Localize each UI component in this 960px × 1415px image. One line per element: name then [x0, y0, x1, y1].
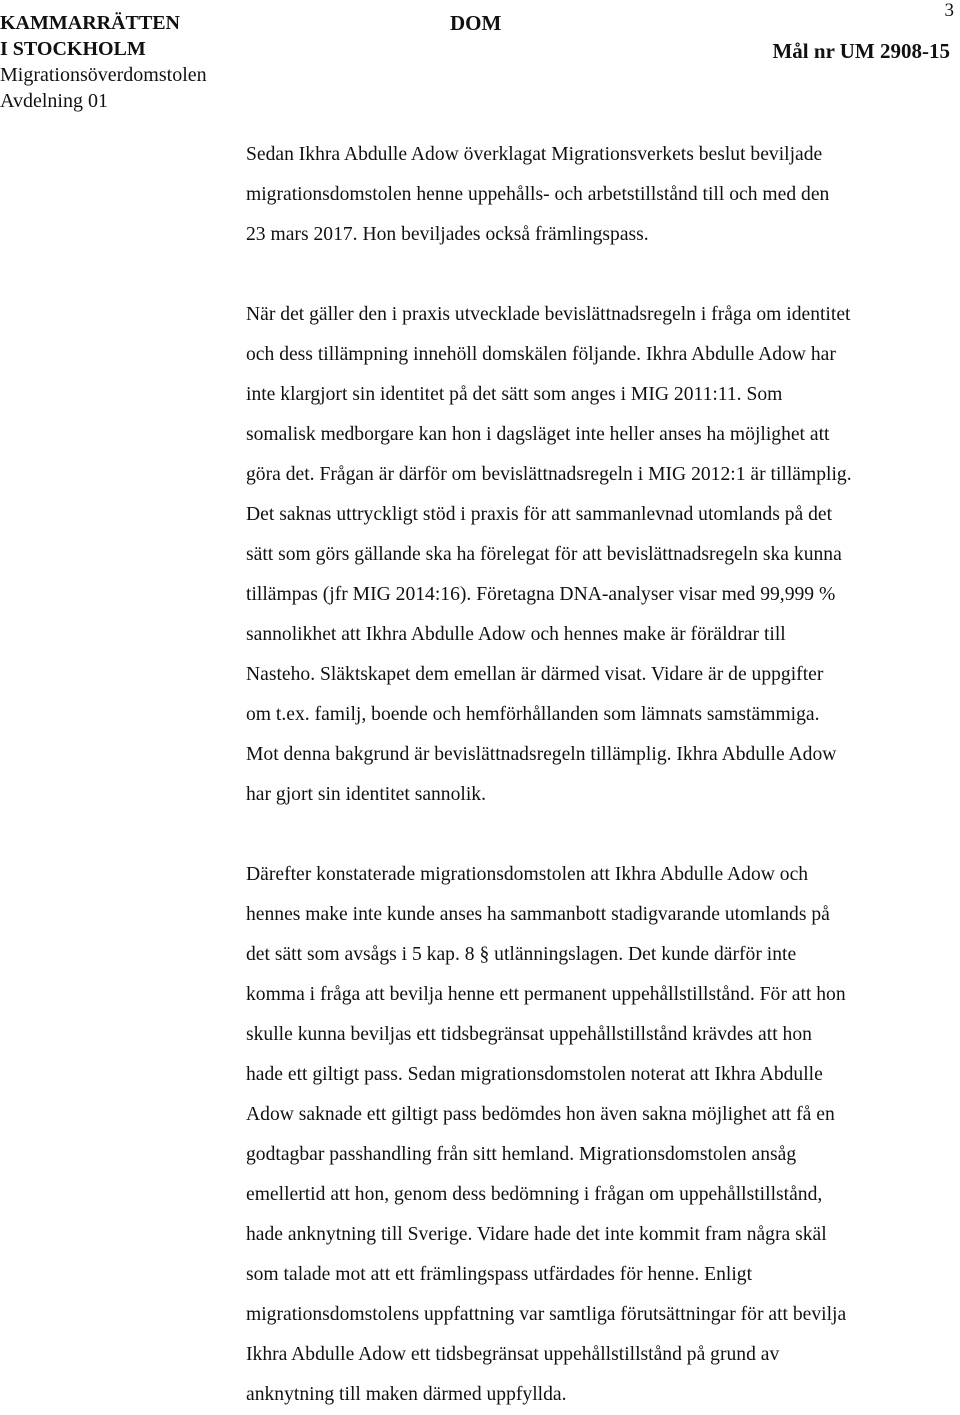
paragraph-2 [246, 295, 960, 815]
text-line: anknytning till maken därmed uppfyllda. [246, 1384, 567, 1405]
text-line: om t.ex. familj, boende och hemförhållanden som lämnats samstämmiga. [246, 704, 820, 725]
text-line: Ikhra Abdulle Adow ett tidsbegränsat uppehållstillstånd på grund av [246, 1344, 780, 1365]
text-line: göra det. Frågan är därför om bevislättnadsregeln i MIG 2012:1 är tillämplig. [246, 464, 852, 485]
text-line: Nasteho. Släktskapet dem emellan är därmed visat. Vidare är de uppgifter [246, 664, 824, 685]
court-department: Avdelning 01 [0, 90, 108, 112]
court-name-line1: KAMMARRÄTTEN [0, 12, 180, 34]
court-info [0, 10, 207, 114]
text-line: hennes make inte kunde anses ha sammanbott stadigvarande utomlands på [246, 904, 830, 925]
text-line: Mot denna bakgrund är bevislättnadsregeln tillämplig. Ikhra Abdulle Adow [246, 744, 837, 765]
text-line: Adow saknade ett giltigt pass bedömdes hon även sakna möjlighet att få en [246, 1104, 835, 1125]
text-line: somalisk medborgare kan hon i dagsläget inte heller anses ha möjlighet att [246, 424, 830, 445]
paragraph-3 [246, 855, 960, 1415]
text-line: hade ett giltigt pass. Sedan migrationsdomstolen noterat att Ikhra Abdulle [246, 1064, 823, 1085]
text-line: inte klargjort sin identitet på det sätt som anges i MIG 2011:11. Som [246, 384, 783, 405]
text-line: hade anknytning till Sverige. Vidare hade det inte kommit fram några skäl [246, 1224, 827, 1245]
paragraph-gap [246, 255, 960, 295]
text-line: 23 mars 2017. Hon beviljades också främlingspass. [246, 224, 649, 245]
text-line: migrationsdomstolens uppfattning var samtliga förutsättningar för att bevilja [246, 1304, 847, 1325]
document-body [246, 135, 960, 1415]
document-header [0, 0, 960, 120]
text-line: tillämpas (jfr MIG 2014:16). Företagna DNA-analyser visar med 99,999 % [246, 584, 836, 605]
document-type: DOM [450, 11, 502, 35]
page-number: 3 [944, 0, 954, 21]
text-line: godtagbar passhandling från sitt hemland. Migrationsdomstolen ansåg [246, 1144, 797, 1165]
court-name-line2: I STOCKHOLM [0, 38, 146, 60]
text-line: det sätt som avsågs i 5 kap. 8 § utlänningslagen. Det kunde därför inte [246, 944, 797, 965]
text-line: Det saknas uttryckligt stöd i praxis för att sammanlevnad utomlands på det [246, 504, 833, 525]
text-line: Sedan Ikhra Abdulle Adow överklagat Migrationsverkets beslut beviljade [246, 144, 823, 165]
text-line: och dess tillämpning innehöll domskälen följande. Ikhra Abdulle Adow har [246, 344, 836, 365]
text-line: komma i fråga att bevilja henne ett permanent uppehållstillstånd. För att hon [246, 984, 846, 1005]
text-line: sannolikhet att Ikhra Abdulle Adow och hennes make är föräldrar till [246, 624, 786, 645]
text-line: När det gäller den i praxis utvecklade bevislättnadsregeln i fråga om identitet [246, 304, 851, 325]
paragraph-1 [246, 135, 960, 255]
text-line: har gjort sin identitet sannolik. [246, 784, 486, 805]
text-line: emellertid att hon, genom dess bedömning i frågan om uppehållstillstånd, [246, 1184, 823, 1205]
text-line: Därefter konstaterade migrationsdomstolen att Ikhra Abdulle Adow och [246, 864, 809, 885]
case-number: Mål nr UM 2908-15 [772, 39, 950, 63]
text-line: sätt som görs gällande ska ha förelegat för att bevislättnadsregeln ska kunna [246, 544, 842, 565]
text-line: migrationsdomstolen henne uppehålls- och arbetstillstånd till och med den [246, 184, 830, 205]
text-line: skulle kunna beviljas ett tidsbegränsat uppehållstillstånd krävdes att hon [246, 1024, 812, 1045]
court-division: Migrationsöverdomstolen [0, 64, 207, 86]
paragraph-gap [246, 815, 960, 855]
text-line: som talade mot att ett främlingspass utfärdades för henne. Enligt [246, 1264, 753, 1285]
